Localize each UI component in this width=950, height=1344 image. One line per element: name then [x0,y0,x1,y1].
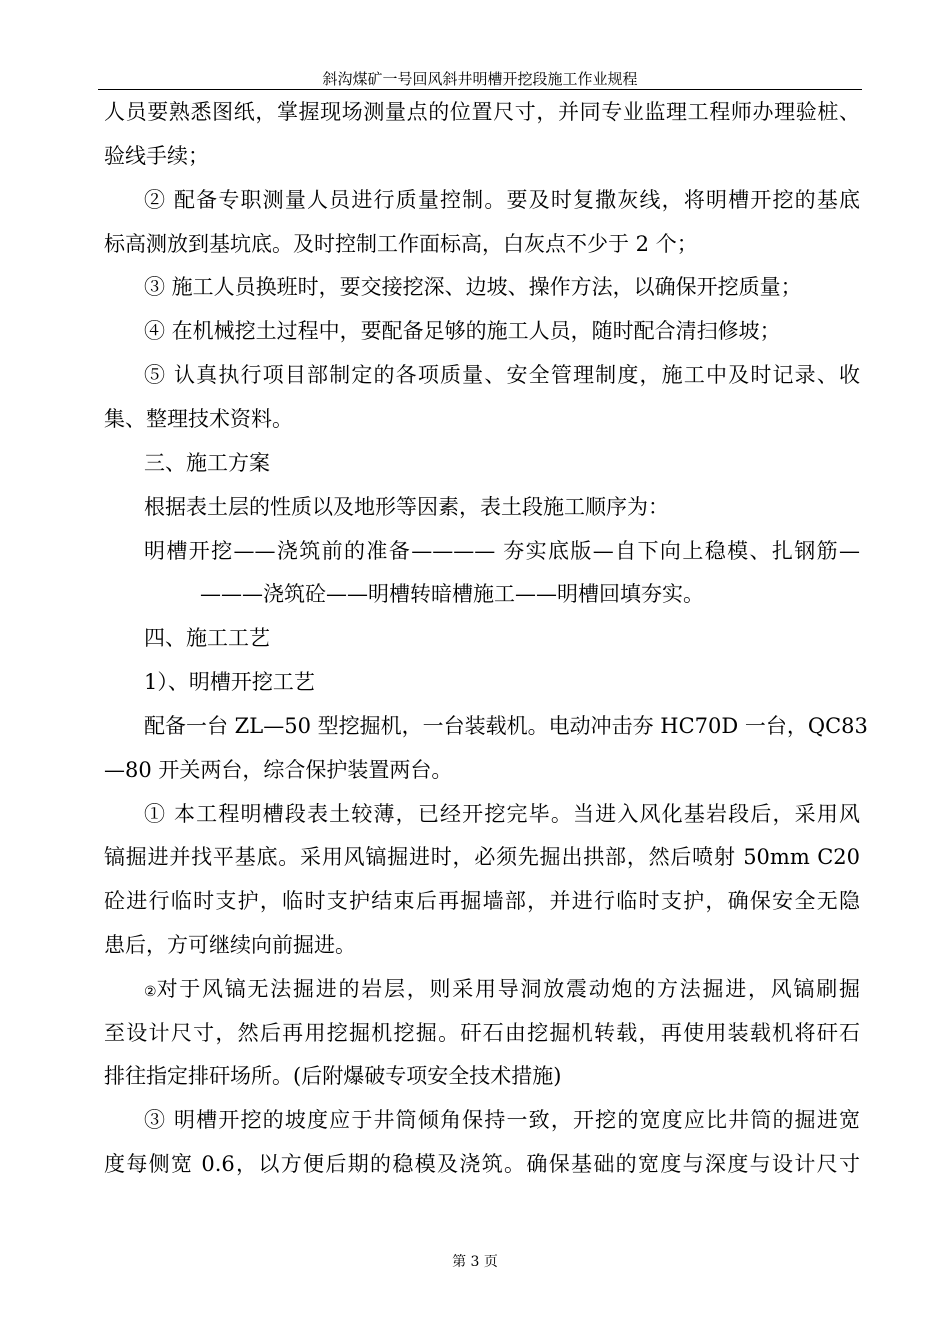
text-line: 镐掘进并找平基底。采用风镐掘进时，必须先掘出拱部，然后喷射 50mm C20 [104,845,860,869]
text-line: 根据表土层的性质以及地形等因素，表土段施工顺序为： [144,495,669,519]
list-marker: ② [144,984,157,1000]
text-line: 患后，方可继续向前掘进。 [104,933,356,957]
text-line: 度每侧宽 0.6，以方便后期的稳模及浇筑。确保基础的宽度与深度与设计尺寸 [104,1152,860,1176]
text-line: 配备一台 ZL—50 型挖掘机，一台装载机。电动冲击夯 HC70D 一台，QC83 [144,714,868,738]
page-number: 第 3 页 [452,1254,498,1270]
text-line: ⑤ 认真执行项目部制定的各项质量、安全管理制度，施工中及时记录、收 [144,363,860,387]
text-line-body: 对于风镐无法掘进的岩层，则采用导洞放震动炮的方法掘进，风镐刷掘 [156,977,860,1001]
subsection-heading: 1）、明槽开挖工艺 [144,670,315,694]
text-line: ———浇筑砼——明槽转暗槽施工——明槽回填夯实。 [200,582,704,606]
text-line: ② 配备专职测量人员进行质量控制。要及时复撒灰线，将明槽开挖的基底 [144,188,860,212]
header-rule [98,89,862,90]
text-line: 验线手续； [104,144,209,168]
text-line: 标高测放到基坑底。及时控制工作面标高，白灰点不少于 2 个； [104,232,698,256]
text-line: 砼进行临时支护，临时支护结束后再掘墙部，并进行临时支护，确保安全无隐 [104,889,860,913]
text-line: 至设计尺寸，然后再用挖掘机挖掘。矸石由挖掘机转载，再使用装载机将矸石 [104,1021,860,1045]
text-line: 人员要熟悉图纸，掌握现场测量点的位置尺寸，并同专业监理工程师办理验桩、 [104,100,860,124]
section-heading: 三、施工方案 [144,451,270,475]
text-line: ③ 施工人员换班时，要交接挖深、边坡、操作方法，以确保开挖质量； [144,275,802,299]
text-line: —80 开关两台，综合保护装置两台。 [104,758,453,782]
text-line: ③ 明槽开挖的坡度应于井筒倾角保持一致，开挖的宽度应比井筒的掘进宽 [144,1108,860,1132]
text-line: 排往指定排矸场所。(后附爆破专项安全技术措施) [104,1064,562,1088]
text-line [144,975,860,1006]
text-line: 集、整理技术资料。 [104,407,293,431]
text-line: ① 本工程明槽段表土较薄，已经开挖完毕。当进入风化基岩段后，采用风 [144,802,860,826]
page-header: 斜沟煤矿一号回风斜井明槽开挖段施工作业规程 [322,70,638,88]
section-heading: 四、施工工艺 [144,626,270,650]
text-line: 明槽开挖——浇筑前的准备———— 夯实底版—自下向上稳模、扎钢筋— [144,539,860,563]
text-line: ④ 在机械挖土过程中，要配备足够的施工人员，随时配合清扫修坡； [144,319,781,343]
